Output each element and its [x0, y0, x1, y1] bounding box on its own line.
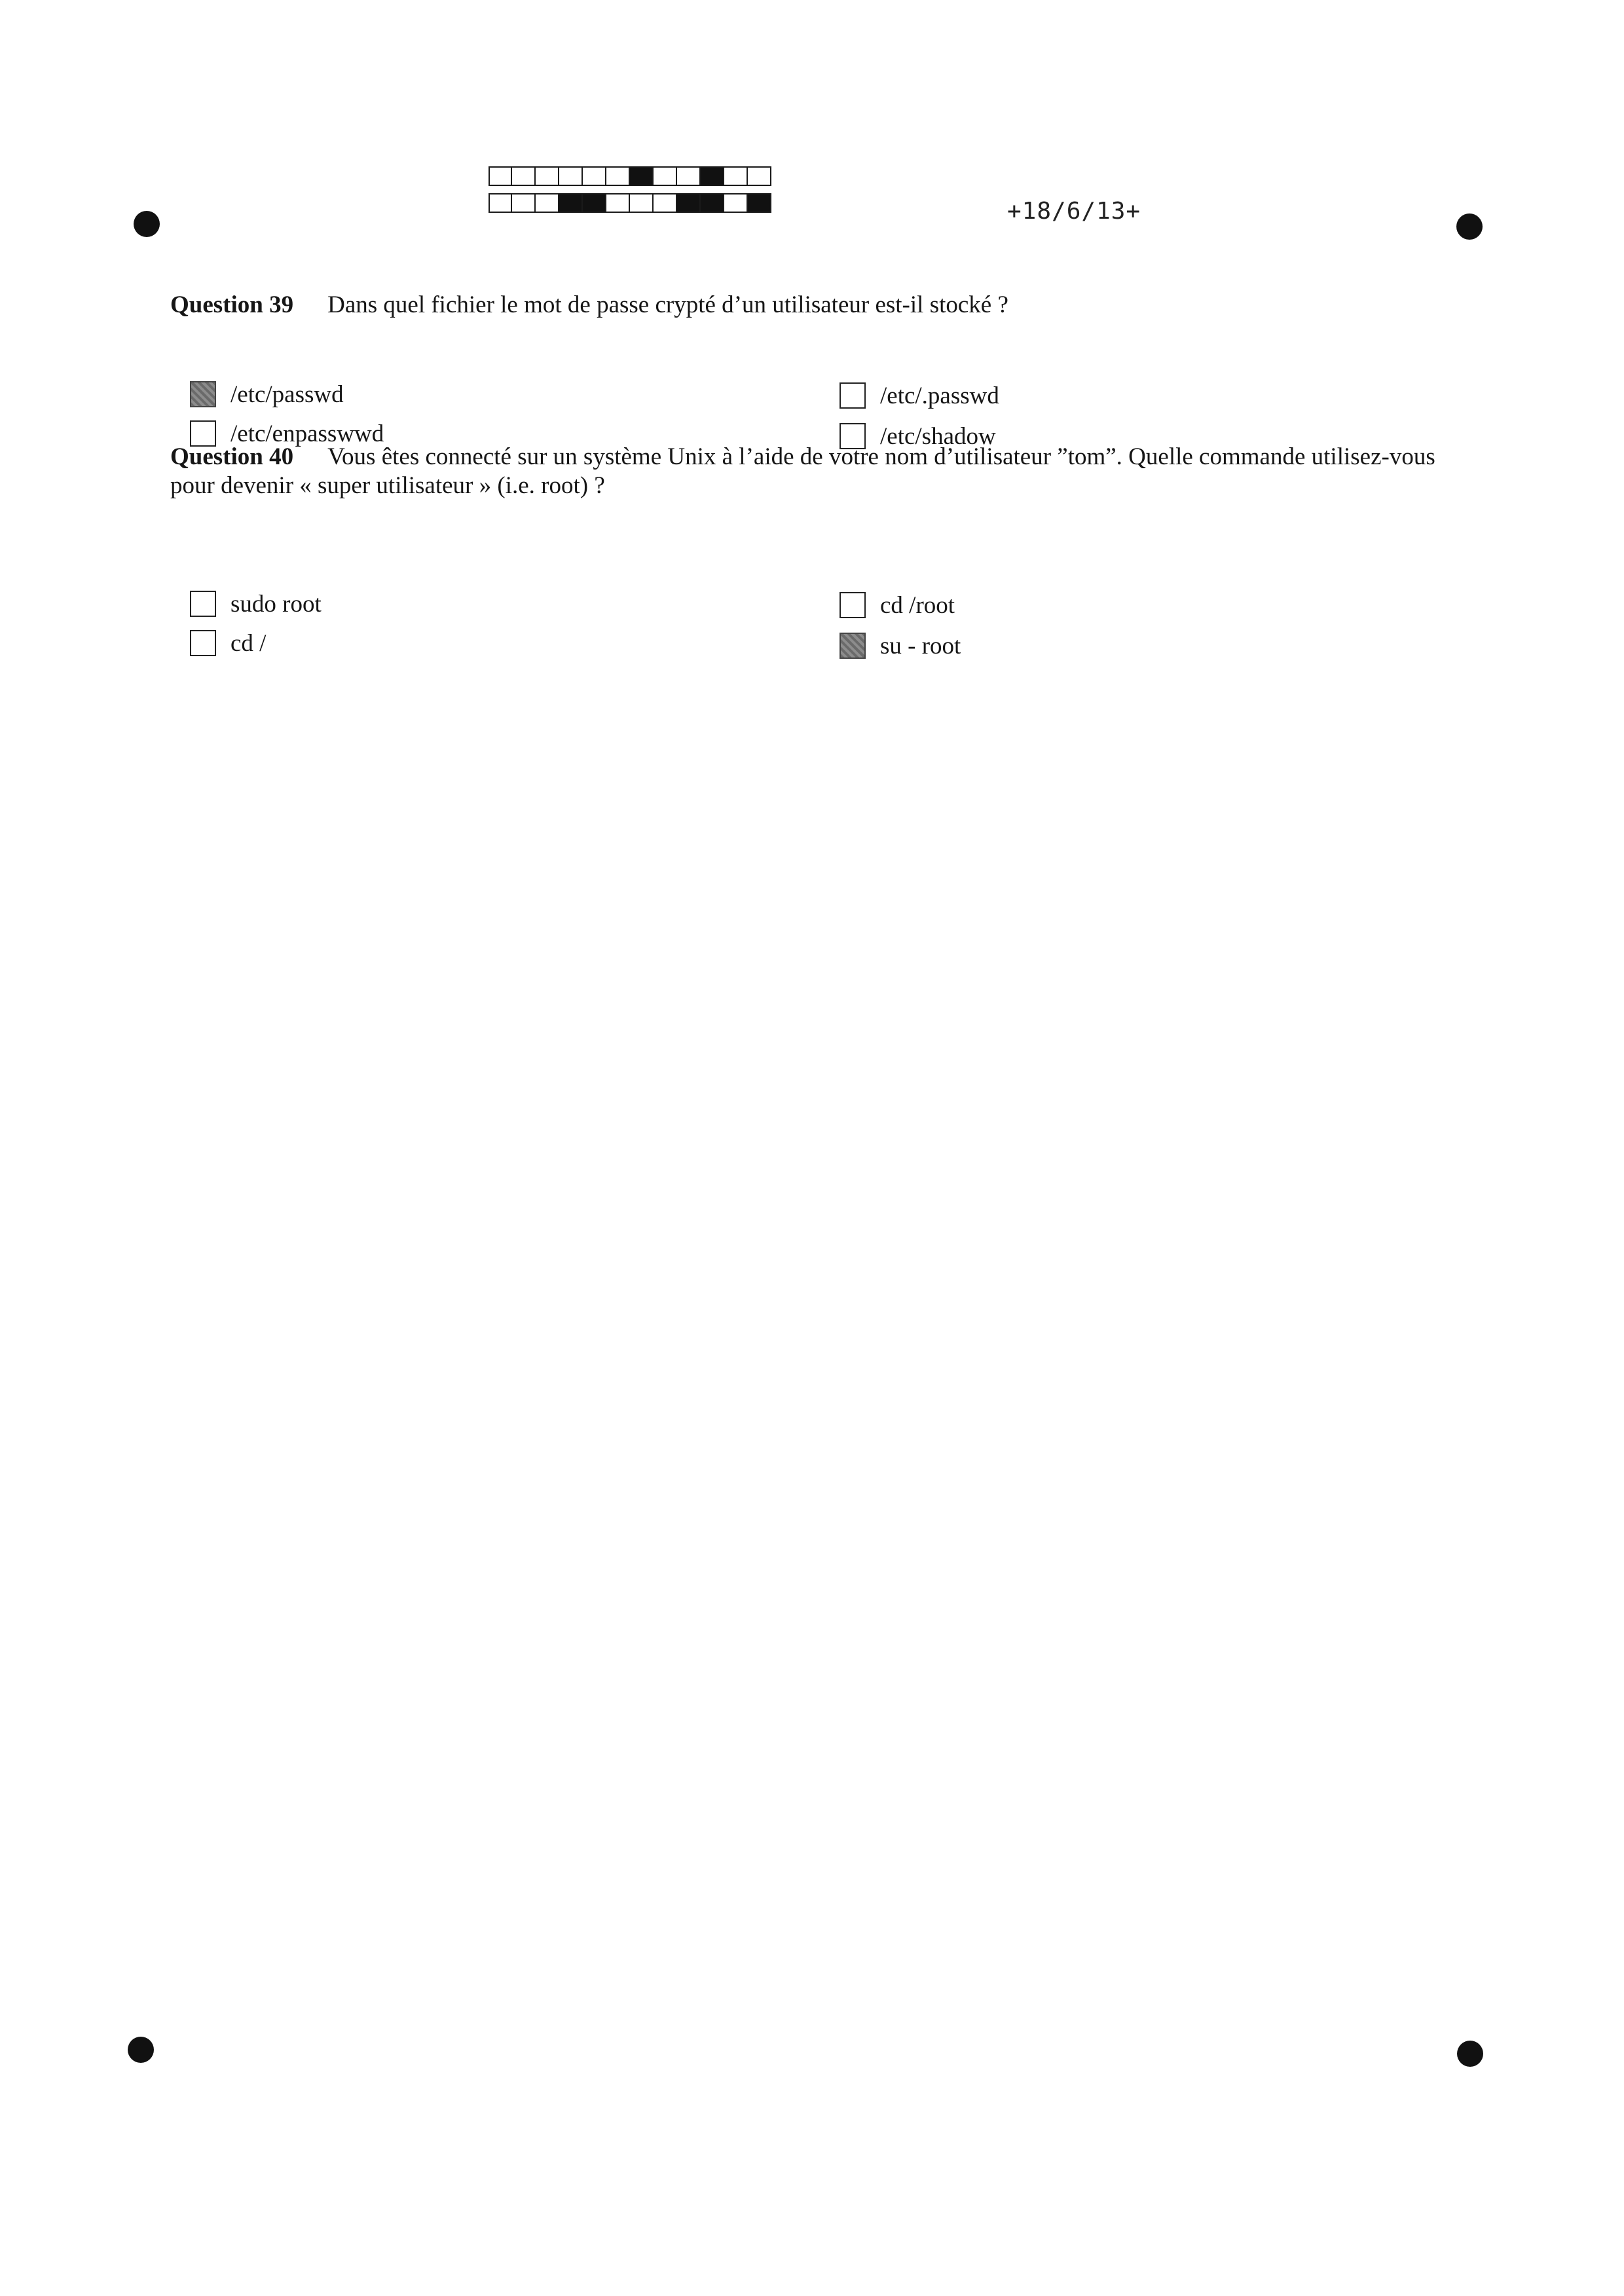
question-body: Vous êtes connecté sur un système Unix à l’aide de votre nom d’utilisateur ”tom”. Quelle commande utilisez-vous pour devenir « super utilisateur » (i.e. root) ? — [170, 443, 1435, 499]
page-barcode — [489, 166, 773, 220]
registration-mark-bottom-left — [128, 2037, 154, 2063]
barcode-cell — [536, 166, 559, 186]
answer-label: /etc/shadow — [880, 422, 996, 450]
question-40 — [170, 443, 1454, 659]
barcode-cell — [559, 193, 583, 213]
barcode-cell — [630, 166, 654, 186]
answer-option[interactable] — [190, 627, 266, 659]
barcode-cell — [748, 193, 771, 213]
answer-checkbox[interactable] — [840, 633, 866, 659]
answer-checkbox[interactable] — [840, 592, 866, 618]
barcode-row — [489, 193, 773, 214]
barcode-cell — [606, 193, 630, 213]
answer-label: /etc/passwd — [231, 380, 344, 408]
answer-label: /etc/.passwd — [880, 382, 999, 409]
answer-label: cd / — [231, 629, 267, 657]
answer-option[interactable] — [840, 380, 999, 411]
answer-label: sudo root — [231, 590, 322, 618]
registration-mark-top-right — [1456, 213, 1483, 240]
answer-option[interactable] — [190, 379, 344, 410]
barcode-cell — [654, 166, 677, 186]
question-39 — [170, 291, 1454, 450]
barcode-cell — [677, 166, 701, 186]
barcode-cell — [630, 193, 654, 213]
question-text — [170, 443, 1454, 500]
barcode-cell — [677, 193, 701, 213]
barcode-cell — [512, 193, 536, 213]
barcode-cell — [536, 193, 559, 213]
answer-label: su - root — [880, 632, 961, 659]
barcode-cell — [606, 166, 630, 186]
answer-checkbox[interactable] — [190, 591, 216, 617]
barcode-cell — [583, 193, 606, 213]
question-body: Dans quel fichier le mot de passe crypté d’un utilisateur est-il stocké ? — [327, 291, 1008, 318]
barcode-cell — [559, 166, 583, 186]
answer-option[interactable] — [840, 630, 961, 661]
question-label: Question 39 — [170, 291, 294, 318]
answer-option[interactable] — [840, 589, 955, 621]
answer-option[interactable] — [190, 588, 322, 620]
barcode-row — [489, 166, 773, 187]
barcode-cell — [583, 166, 606, 186]
registration-mark-top-left — [134, 211, 160, 237]
barcode-cell — [489, 193, 512, 213]
barcode-cell — [724, 193, 748, 213]
barcode-cell — [701, 193, 724, 213]
answer-label: /etc/enpasswwd — [231, 420, 384, 447]
answer-checkbox[interactable] — [190, 630, 216, 656]
registration-mark-bottom-right — [1457, 2041, 1483, 2067]
question-label: Question 40 — [170, 443, 294, 470]
barcode-cell — [512, 166, 536, 186]
answer-checkbox[interactable] — [840, 382, 866, 409]
barcode-cell — [748, 166, 771, 186]
barcode-cell — [701, 166, 724, 186]
page-id: +18/6/13+ — [1007, 198, 1141, 225]
barcode-cell — [724, 166, 748, 186]
answer-checkbox[interactable] — [190, 381, 216, 407]
barcode-cell — [654, 193, 677, 213]
answer-label: cd /root — [880, 591, 955, 619]
question-text — [170, 291, 1454, 320]
barcode-cell — [489, 166, 512, 186]
